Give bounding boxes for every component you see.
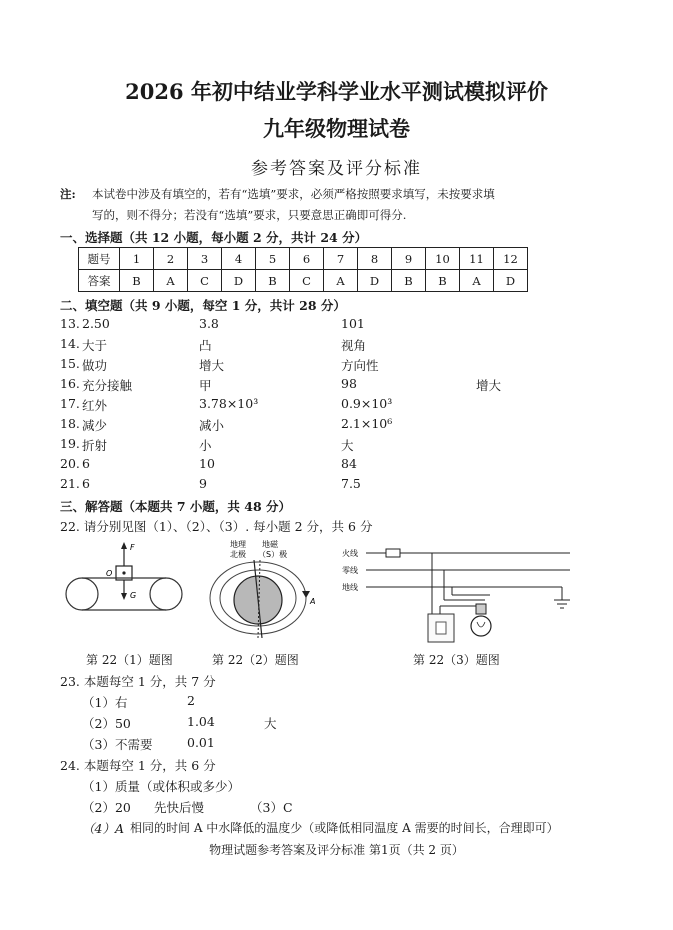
question-number: 9 xyxy=(392,248,426,270)
answer-table-answer-row xyxy=(79,270,528,292)
fill-answer-cell: 9 xyxy=(199,476,207,491)
q24-1: （1）质量（或体积或多少） xyxy=(82,779,240,794)
answer-cell: A xyxy=(324,270,358,292)
answer-cell: B xyxy=(392,270,426,292)
question-number: 2 xyxy=(154,248,188,270)
q24-4a: （4）A xyxy=(82,821,124,836)
answer-cell: A xyxy=(154,270,188,292)
q23-2c: 大 xyxy=(264,716,277,731)
fill-answer-cell: 84 xyxy=(341,456,357,471)
question-number: 4 xyxy=(222,248,256,270)
fill-answer-cell: 6 xyxy=(82,476,90,491)
label-neutral-wire: 零线 xyxy=(342,566,358,575)
fill-answer-cell: 0.9×10³ xyxy=(341,396,393,411)
answer-table xyxy=(78,247,528,292)
page-title: 2026 年初中结业学科学业水平测试模拟评价 xyxy=(125,79,548,104)
q23-2a: （2）50 xyxy=(82,716,131,731)
fill-answer-cell: 3.8 xyxy=(199,316,219,331)
q24-3: （3）C xyxy=(250,800,293,815)
answer-table-header-row xyxy=(79,248,528,270)
figure-22-3 xyxy=(340,540,580,648)
fill-answer-cell: 101 xyxy=(341,316,365,331)
note-line-2: 写的，则不得分；若没有“选填”要求，只要意思正确即可得分. xyxy=(92,208,407,222)
figure-22-3-caption: 第 22（3）题图 xyxy=(413,653,500,667)
question-22-header: 22. 请分别见图（1）、（2）、（3）. 每小题 2 分，共 6 分 xyxy=(60,519,373,534)
question-23-header: 23. 本题每空 1 分，共 7 分 xyxy=(60,674,216,689)
answer-cell: D xyxy=(358,270,392,292)
fill-answer-cell: 方向性 xyxy=(341,358,379,373)
q23-2b: 1.04 xyxy=(187,714,215,729)
fill-answer-cell: 7.5 xyxy=(341,476,361,491)
label-geo-north-2: 北极 xyxy=(230,550,246,559)
fill-answer-cell: 增大 xyxy=(199,358,225,373)
figure-22-2-caption: 第 22（2）题图 xyxy=(212,653,299,667)
fill-answer-cell: 10 xyxy=(199,456,215,471)
answer-cell: C xyxy=(188,270,222,292)
page-subtitle: 九年级物理试卷 xyxy=(263,116,410,141)
question-number-label: 20. xyxy=(60,456,80,471)
question-number-label: 16. xyxy=(60,376,80,391)
fill-answer-cell: 甲 xyxy=(199,378,212,393)
question-number-label: 17. xyxy=(60,396,80,411)
q24-2a: （2）20 xyxy=(82,800,131,815)
question-number-label: 18. xyxy=(60,416,80,431)
section-1-title: 一、选择题（共 12 小题，每小题 2 分，共计 24 分） xyxy=(60,230,368,245)
fill-answer-cell: 红外 xyxy=(82,398,108,413)
section-2-title: 二、填空题（共 9 小题，每空 1 分，共计 28 分） xyxy=(60,298,346,313)
question-number: 11 xyxy=(460,248,494,270)
question-number: 5 xyxy=(256,248,290,270)
question-24-header: 24. 本题每空 1 分，共 6 分 xyxy=(60,758,216,773)
q23-1b: 2 xyxy=(187,693,195,708)
answer-cell: C xyxy=(290,270,324,292)
question-number: 7 xyxy=(324,248,358,270)
label-magnetic: 地磁 xyxy=(262,540,278,549)
fill-answer-cell: 做功 xyxy=(82,358,108,373)
q23-3a: （3）不需要 xyxy=(82,737,153,752)
answer-cell: D xyxy=(494,270,528,292)
label-magnetic-pole: （S）极 xyxy=(258,550,288,559)
question-number: 6 xyxy=(290,248,324,270)
question-number-label: 15. xyxy=(60,356,80,371)
section-3-title: 三、解答题（本题共 7 小题，共 48 分） xyxy=(60,499,292,514)
label-live-wire: 火线 xyxy=(342,549,358,558)
question-number: 8 xyxy=(358,248,392,270)
question-number: 12 xyxy=(494,248,528,270)
question-number-label: 13. xyxy=(60,316,80,331)
table-header-label: 题号 xyxy=(79,248,120,270)
fill-answer-cell: 6 xyxy=(82,456,90,471)
question-number: 1 xyxy=(120,248,154,270)
fill-answer-cell: 充分接触 xyxy=(82,378,133,393)
answer-cell: B xyxy=(120,270,154,292)
fill-answer-cell: 小 xyxy=(199,438,212,453)
question-number: 3 xyxy=(188,248,222,270)
q23-3b: 0.01 xyxy=(187,735,215,750)
fill-answer-cell: 凸 xyxy=(199,338,212,353)
figure-22-2 xyxy=(200,538,325,648)
question-number: 10 xyxy=(426,248,460,270)
table-answer-label: 答案 xyxy=(79,270,120,292)
answer-cell: D xyxy=(222,270,256,292)
fill-answer-cell: 3.78×10³ xyxy=(199,396,259,411)
q24-4b: 相同的时间 A 中水降低的温度少（或降低相同温度 A 需要的时间长，合理即可） xyxy=(130,821,559,835)
fill-answer-cell: 增大 xyxy=(476,378,502,393)
fill-answer-cell: 2.1×10⁶ xyxy=(341,416,393,431)
fill-answer-cell: 减少 xyxy=(82,418,108,433)
answer-key-title: 参考答案及评分标准 xyxy=(251,159,422,179)
question-number-label: 21. xyxy=(60,476,80,491)
label-geo-north: 地理 xyxy=(230,540,246,549)
fill-answer-cell: 2.50 xyxy=(82,316,110,331)
note-label: 注: xyxy=(60,187,76,201)
fill-answer-cell: 减小 xyxy=(199,418,225,433)
figure-22-1-caption: 第 22（1）题图 xyxy=(86,653,173,667)
label-o: O xyxy=(106,569,113,578)
figure-22-1 xyxy=(62,538,192,618)
label-a: A xyxy=(310,597,316,606)
q23-1a: （1）右 xyxy=(82,695,128,710)
note-line-1: 本试卷中涉及有填空的，若有“选填”要求，必须严格按照要求填写，未按要求填 xyxy=(92,187,495,201)
question-number-label: 19. xyxy=(60,436,80,451)
fill-answer-cell: 大 xyxy=(341,438,354,453)
answer-cell: B xyxy=(256,270,290,292)
label-g: G xyxy=(130,591,137,600)
fill-answer-cell: 大于 xyxy=(82,338,108,353)
page-footer: 物理试题参考答案及评分标准 第1页（共 2 页） xyxy=(209,843,464,857)
fill-answer-cell: 98 xyxy=(341,376,357,391)
answer-cell: A xyxy=(460,270,494,292)
q24-2b: 先快后慢 xyxy=(154,800,205,815)
question-number-label: 14. xyxy=(60,336,80,351)
fill-answer-cell: 折射 xyxy=(82,438,108,453)
label-f: F xyxy=(130,543,135,552)
answer-cell: B xyxy=(426,270,460,292)
fill-answer-cell: 视角 xyxy=(341,338,367,353)
label-ground-wire: 地线 xyxy=(342,583,358,592)
